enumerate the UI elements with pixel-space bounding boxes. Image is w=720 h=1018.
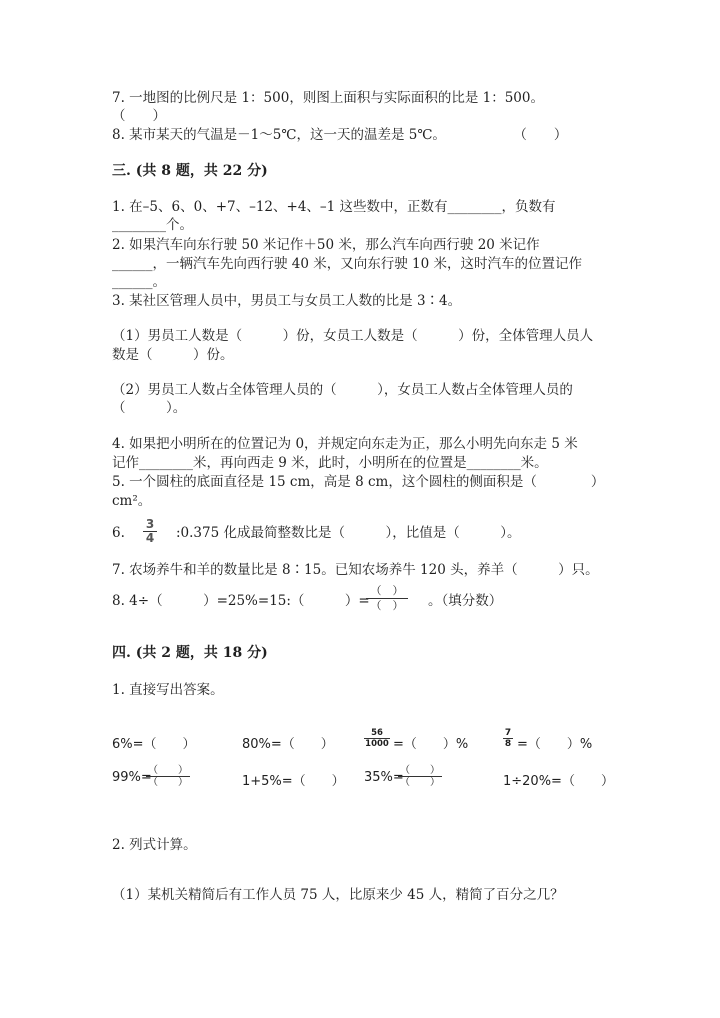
fraction-numerator: 7: [504, 728, 512, 738]
fraction-numerator: 56: [371, 728, 383, 738]
p3-q3-stem: 3. 某社区管理人员中，男员工与女员工人数的比是 3∶4。: [112, 293, 462, 309]
q7-judge-line1: 7. 一地图的比例尺是 1：500，则图上面积与实际面积的比是 1：500。: [112, 90, 544, 106]
p3-q6-label: 6.: [112, 525, 125, 541]
calc-7-over-8-answer: =（ ）%: [517, 737, 593, 752]
p3-q1-line1: 1. 在–5、6、0、+7、–12、+4、–1 这些数中，正数有________，负数有: [112, 199, 556, 215]
calc-1-div-20-percent: 1÷20%=（ ）: [503, 774, 614, 789]
p3-q8-blank-denominator: （ ）: [370, 599, 404, 612]
blank-denominator: （ ）: [400, 777, 440, 788]
p4-q2-sub1: （1）某机关精简后有工作人员 75 人，比原来少 45 人，精简了百分之几？: [112, 887, 564, 903]
p3-q4-line2: 记作________米，再向西走 9 米，此时，小明所在的位置是________米。: [112, 455, 548, 471]
q7-judge-answer-bracket[interactable]: （ ）: [112, 108, 166, 124]
p3-q2-line3: ______。: [112, 274, 166, 290]
calc-99-percent-blank-fraction[interactable]: [146, 765, 190, 788]
blank-denominator: （ ）: [148, 777, 188, 788]
blank-numerator: （ ）: [148, 765, 188, 776]
p3-q6-fraction: [143, 518, 157, 545]
calc-56-over-1000-fraction: [364, 728, 390, 749]
calc-7-over-8-fraction: [503, 728, 513, 749]
p3-q3-sub2-line2: （ ）。: [112, 400, 187, 416]
p3-q5-line2: cm²。: [112, 493, 152, 509]
calc-35-percent-prefix: 35%=: [364, 770, 404, 785]
p3-q2-line1: 2. 如果汽车向东行驶 50 米记作＋50 米，那么汽车向西行驶 20 米记作: [112, 237, 540, 253]
p3-q8-suffix: 。（填分数）: [428, 593, 503, 609]
calc-80-percent: 80%=（ ）: [242, 737, 334, 752]
p3-q3-sub1-line2: 数是（ ）份。: [112, 347, 234, 363]
p3-q3-sub2-line1: （2）男员工人数占全体管理人员的（ ），女员工人数占全体管理人员的: [112, 382, 573, 398]
p3-q5-line1: 5. 一个圆柱的底面直径是 15 cm，高是 8 cm，这个圆柱的侧面积是（ ）: [112, 474, 605, 490]
p3-q7: 7. 农场养牛和羊的数量比是 8∶15。已知农场养牛 120 头，养羊（ ）只。: [112, 562, 599, 578]
p3-q6-fraction-denominator: 4: [145, 531, 155, 545]
p3-q6-fraction-numerator: 3: [145, 517, 155, 531]
calc-99-percent-prefix: 99%=: [112, 770, 152, 785]
p3-q1-line2: ________个。: [112, 217, 193, 233]
calc-1-plus-5-percent: 1+5%=（ ）: [242, 774, 345, 789]
calc-35-percent-blank-fraction[interactable]: [398, 765, 442, 788]
p3-q8-blank-fraction[interactable]: [366, 584, 408, 613]
blank-numerator: （ ）: [400, 765, 440, 776]
p3-q8-blank-numerator: （ ）: [370, 584, 404, 597]
p3-q6-text: :0.375 化成最简整数比是（ ），比值是（ ）。: [176, 525, 521, 541]
fraction-denominator: 8: [504, 739, 512, 749]
p3-q3-sub1-line1: （1）男员工人数是（ ）份，女员工人数是（ ）份，全体管理人员人: [112, 328, 594, 344]
p3-q8-text: 8. 4÷（ ）=25%=15:（ ）=: [112, 593, 370, 609]
p3-q2-line2: ______，一辆汽车先向西行驶 40 米，又向东行驶 10 米，这时汽车的位置记作: [112, 256, 583, 272]
calc-56-over-1000-answer: =（ ）%: [393, 737, 469, 752]
p4-q2-title: 2. 列式计算。: [112, 837, 197, 853]
calc-6-percent: 6%=（ ）: [112, 737, 196, 752]
section-three-heading: 三. (共 8 题，共 22 分): [112, 163, 268, 179]
p4-q1-title: 1. 直接写出答案。: [112, 682, 224, 698]
q8-judge: 8. 某市某天的气温是－1～5℃，这一天的温差是 5℃。 （ ）: [112, 127, 568, 143]
fraction-denominator: 1000: [365, 739, 389, 749]
section-four-heading: 四. (共 2 题，共 18 分): [112, 645, 268, 661]
p3-q4-line1: 4. 如果把小明所在的位置记为 0，并规定向东走为正，那么小明先向东走 5 米: [112, 436, 578, 452]
